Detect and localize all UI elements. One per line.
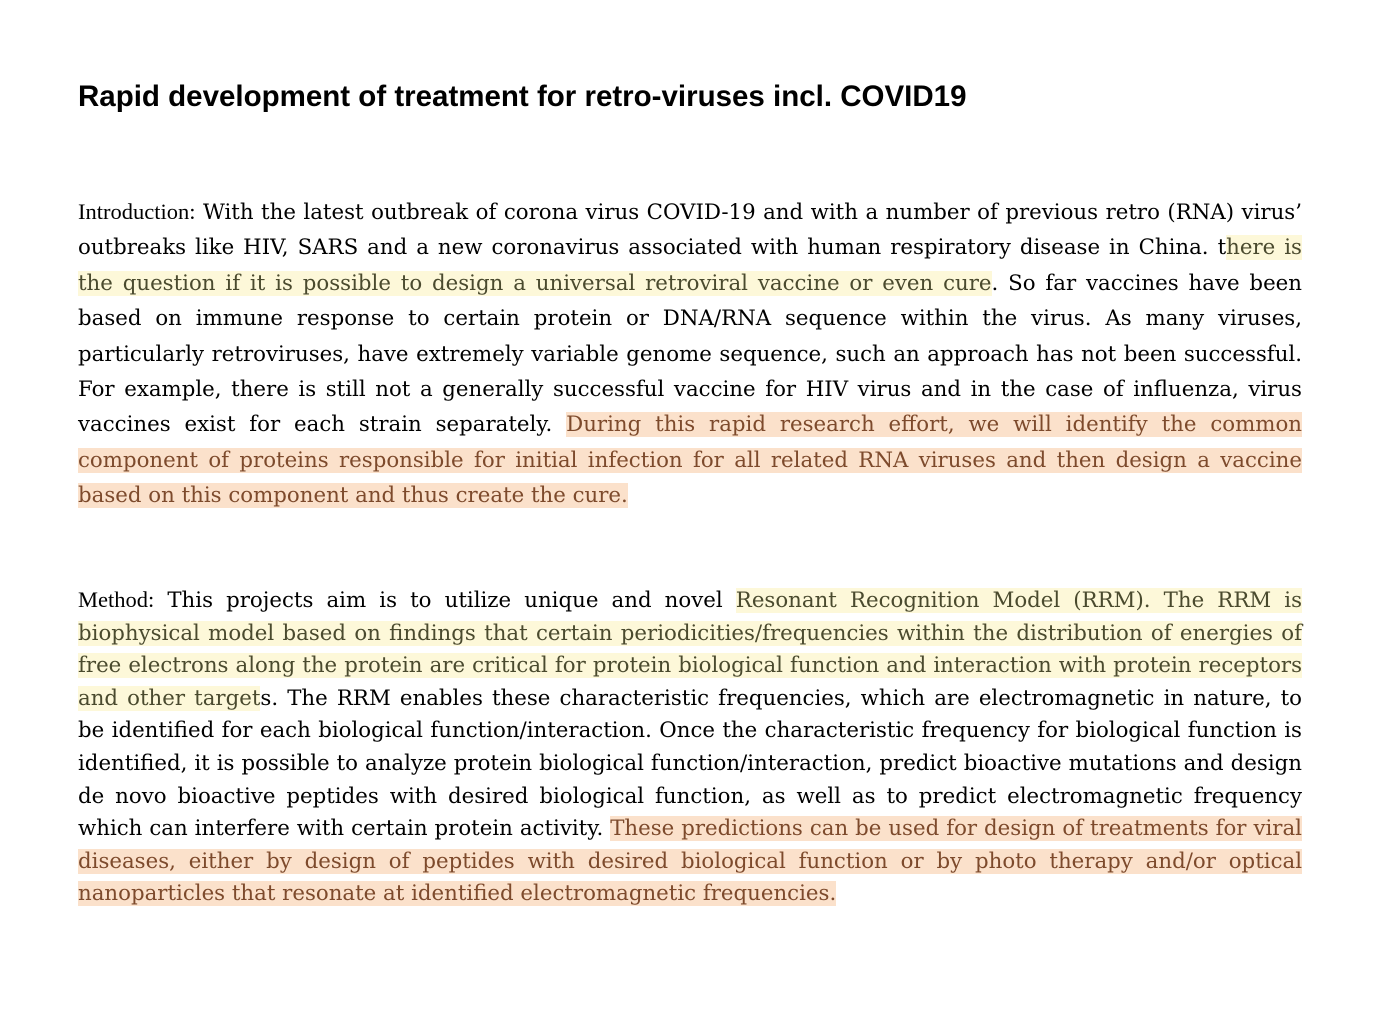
introduction-highlight-question: here is the question if it is possible to design a universal retroviral vaccine or even cure <box>78 235 1302 296</box>
document-page <box>78 72 1303 907</box>
introduction-paragraph <box>78 194 1302 514</box>
document-title: Rapid development of treatment for retro-viruses incl. COVID19 <box>78 80 967 113</box>
introduction-label: Introduction: <box>78 199 196 224</box>
method-highlight-predictions: These predictions can be used for design of treatments for viral diseases, either by design of peptides with desired biological function or by photo therapy and/or optical nanoparticles that resonate at identified electromagnetic frequencies. <box>78 816 1302 907</box>
introduction-text-2: . So far vaccines have been based on immune response to certain protein or DNA/RNA sequence within the virus. As many viruses, particularly retroviruses, have extremely variable genome sequence, such an approach has not been successful. For example, there is still not a generally successful vaccine for HIV virus and in the case of influenza, virus vaccines exist for each strain separately. <box>78 270 1302 438</box>
method-label: Method: <box>78 587 155 612</box>
method-text-2: s. The RRM enables these characteristic frequencies, which are electromagnetic in nature, to be identified for each biological function/interaction. Once the characteristic frequency for biological function is identified, it is possible to analyze protein biological function/interaction, predict bioactive mutations and design de novo bioactive peptides with desired biological function, as well as to predict electromagnetic frequency which can interfere with certain protein activity. <box>78 685 1302 842</box>
introduction-highlight-goal: During this rapid research effort, we will identify the common component of proteins responsible for initial infection for all related RNA viruses and then design a vaccine based on this component and thus create the cure. <box>78 412 1302 509</box>
method-highlight-rrm: Resonant Recognition Model (RRM). The RRM is biophysical model based on findings that certain periodicities/frequencies within the distribution of energies of free electrons along the protein are critical for protein biological function and interaction with protein receptors and other target <box>78 588 1303 711</box>
introduction-text-1: With the latest outbreak of corona virus COVID-19 and with a number of previous retro (RNA) virus’ outbreaks like HIV, SARS and a new coronavirus associated with human respiratory disease in China. t <box>78 200 1302 261</box>
method-text-1: This projects aim is to utilize unique and novel <box>154 588 736 613</box>
method-paragraph <box>78 584 1302 911</box>
